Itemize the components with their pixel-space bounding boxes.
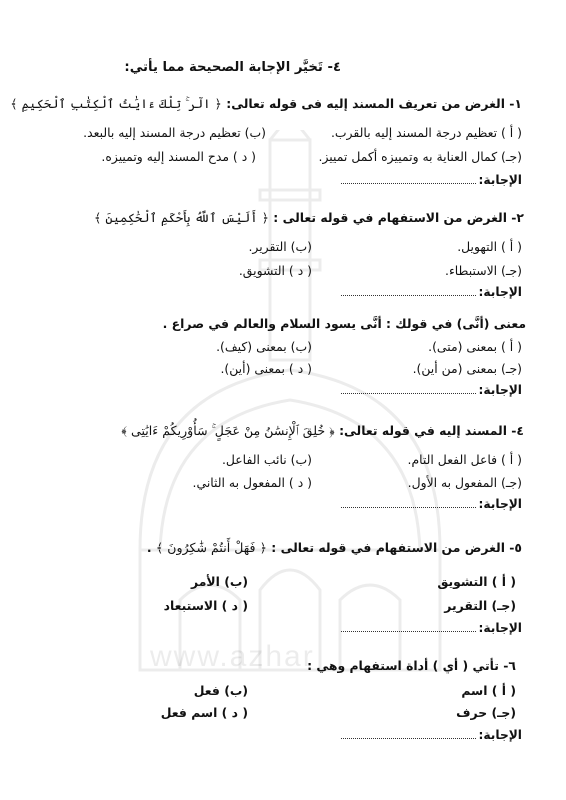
- q2-verse: ﴿ أَلَيْسَ ٱللَّهُ بِأَحْكَمِ ٱلْحَٰكِمِينَ ﴾: [93, 210, 269, 225]
- q1-option-b[interactable]: (ب) تعظيم درجة المسند إليه بالبعد.: [83, 125, 266, 140]
- q5-answer-row: [341, 620, 522, 636]
- q5-option-b[interactable]: (ب) الأمر: [191, 574, 248, 589]
- section-heading: ٤- تَخيَّر الإجابة الصحيحة مما يأتي:: [124, 60, 341, 75]
- q2-option-a[interactable]: ( أ ) التهويل.: [457, 239, 522, 254]
- q6-option-c[interactable]: (جـ) حرف: [456, 705, 516, 720]
- q3-option-a[interactable]: ( أ ) بمعنى (متى).: [428, 339, 522, 354]
- q2-stem-line: [94, 210, 524, 226]
- q5-tail: .: [146, 540, 156, 555]
- q5-verse: ﴿ فَهَلْ أَنتُمْ شَٰكِرُونَ ﴾: [155, 540, 267, 555]
- q3-answer-field[interactable]: [341, 383, 476, 394]
- q4-stem-line: [121, 423, 524, 439]
- q6-option-d[interactable]: ( د ) اسم فعل: [160, 705, 248, 720]
- q2-option-d[interactable]: ( د ) التشويق.: [238, 263, 312, 278]
- q6-answer-row: [341, 727, 522, 743]
- q4-option-a[interactable]: ( أ ) فاعل الفعل التام.: [407, 452, 522, 467]
- watermark-text: www.azhar: [150, 640, 315, 673]
- q2-stem: ٢- الغرض من الاستفهام في قوله تعالى :: [273, 210, 524, 225]
- q5-stem-line: [147, 540, 522, 556]
- q4-answer-row: [341, 496, 522, 512]
- q2-option-c[interactable]: (جـ) الاستبطاء.: [445, 263, 522, 278]
- q1-option-a[interactable]: ( أ ) تعظيم درجة المسند إليه بالقرب.: [330, 125, 522, 140]
- q5-answer-label: الإجابة:: [478, 621, 522, 635]
- q2-answer-label: الإجابة:: [478, 285, 522, 299]
- q1-answer-field[interactable]: [341, 173, 476, 184]
- q5-answer-field[interactable]: [341, 621, 476, 632]
- q4-option-c[interactable]: (جـ) المفعول به الأول.: [407, 475, 522, 490]
- q4-option-b[interactable]: (ب) نائب الفاعل.: [221, 452, 312, 467]
- q5-stem: ٥- الغرض من الاستفهام في قوله تعالى :: [271, 540, 522, 555]
- q4-option-d[interactable]: ( د ) المفعول به الثاني.: [192, 475, 312, 490]
- q3-answer-row: [341, 382, 522, 398]
- q6-option-a[interactable]: ( أ ) اسم: [461, 683, 516, 698]
- q3-option-d[interactable]: ( د ) بمعنى (أين).: [220, 361, 312, 376]
- q3-option-b[interactable]: (ب) بمعنى (كيف).: [216, 339, 312, 354]
- q3-stem: معنى (أنَّى) في قولك : أنَّى يسود السلام والعالم في صراع .: [162, 316, 526, 331]
- q1-answer-row: [341, 172, 522, 188]
- q3-option-c[interactable]: (جـ) بمعنى (من أين).: [412, 361, 522, 376]
- q1-option-d[interactable]: ( د ) مدح المسند إليه وتمييزه.: [101, 149, 256, 164]
- q1-stem: ١- الغرض من تعريف المسند إليه فى قوله تعالى:: [226, 96, 522, 111]
- q2-option-b[interactable]: (ب) التقرير.: [248, 239, 312, 254]
- q4-stem: ٤- المسند إليه في قوله تعالى:: [339, 423, 524, 438]
- q2-answer-row: [341, 284, 522, 300]
- q2-answer-field[interactable]: [341, 285, 476, 296]
- q3-answer-label: الإجابة:: [478, 383, 522, 397]
- q4-verse: ﴿ خُلِقَ ٱلْإِنسَٰنُ مِنْ عَجَلٍ ۚ سَأُوْرِيكُمْ ءَايَٰتِى ﴾: [121, 423, 335, 438]
- q4-answer-field[interactable]: [341, 497, 476, 508]
- q6-answer-label: الإجابة:: [478, 728, 522, 742]
- q5-option-c[interactable]: (جـ) التقرير: [444, 598, 516, 613]
- q1-verse: ﴿ الٓر ۚ تِلْكَ ءَايَٰتُ ٱلْكِتَٰبِ ٱلْحَكِيمِ ﴾: [10, 96, 222, 111]
- q5-option-d[interactable]: ( د ) الاستبعاد: [163, 598, 248, 613]
- q4-answer-label: الإجابة:: [478, 497, 522, 511]
- q1-answer-label: الإجابة:: [478, 173, 522, 187]
- q5-option-a[interactable]: ( أ ) التشويق: [437, 574, 516, 589]
- q1-option-c[interactable]: (جـ) كمال العناية به وتمييزه أكمل تمييز.: [318, 149, 522, 164]
- q1-stem-line: [10, 96, 522, 112]
- q6-stem: ٦- تأتي ( أي ) أداة استفهام وهي :: [307, 658, 516, 673]
- q6-option-b[interactable]: (ب) فعل: [193, 683, 248, 698]
- q6-answer-field[interactable]: [341, 728, 476, 739]
